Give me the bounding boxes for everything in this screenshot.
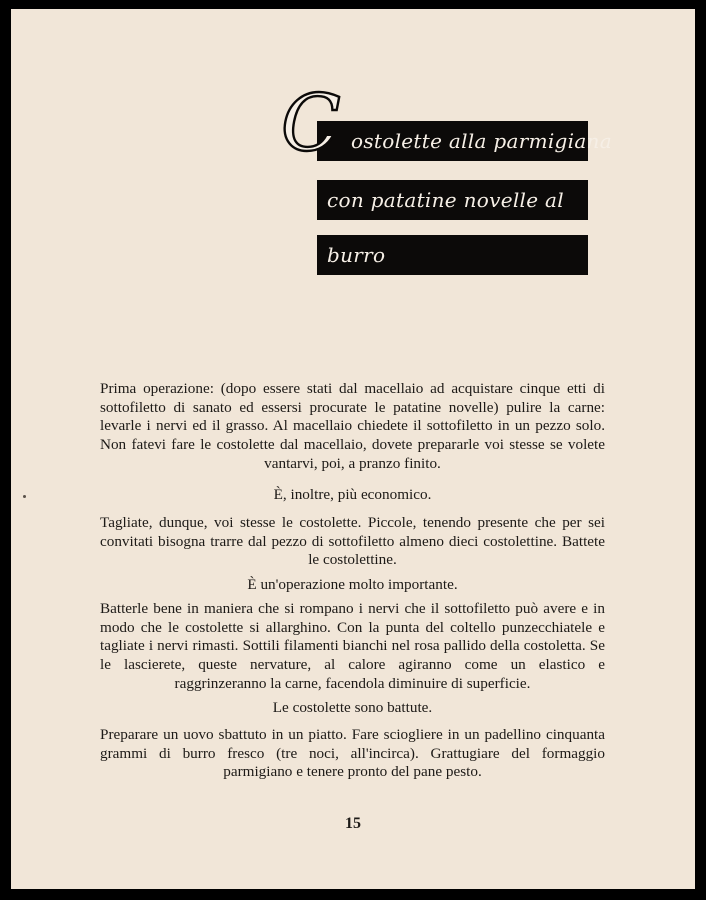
paragraph-economico: È, inoltre, più economico. — [273, 486, 432, 503]
title-initial-letter: C — [281, 79, 341, 169]
paper-speck — [23, 495, 26, 498]
title-line-2 — [317, 180, 588, 220]
title-line-3-text: burro — [327, 243, 386, 267]
paragraph-tagliate: Tagliate, dunque, voi stesse le costolette. Piccole, tenendo presente che per sei convitati bisogna trarre dal pezzo di sottofiletto almeno dieci costolettine. Battete le costolettine. — [100, 514, 605, 569]
title-line-1-text: ostolette alla parmigiana — [351, 129, 612, 153]
paragraph-prima-operazione: Prima operazione: (dopo essere stati dal macellaio ad acquistare cinque etti di sottofiletto di sanato ed essersi procurate le patatine novelle) pulire la carne: levarle i nervi ed il grasso. Al macellaio chiedete il sottofiletto in un pezzo solo. Non fatevi fare le costolette dal macellaio, dovete prepararle voi stesse se volete vantarvi, poi, a pranzo finito. — [100, 380, 605, 472]
title-line-2-text: con patatine novelle al — [327, 188, 564, 212]
title-line-1 — [317, 121, 612, 161]
title-line-3 — [317, 235, 588, 275]
book-page — [11, 9, 695, 889]
paragraph-operazione-importante: È un'operazione molto importante. — [247, 576, 458, 593]
paragraph-costolette-battute: Le costolette sono battute. — [272, 699, 433, 716]
page-number: 15 — [345, 815, 361, 832]
paragraph-preparare-uovo: Preparare un uovo sbattuto in un piatto. Fare sciogliere in un padellino cinquanta grammi di burro fresco (tre noci, all'incirca). Grattugiare del formaggio parmigiano e tenere pronto del pane pesto. — [100, 726, 605, 781]
paragraph-batterle: Batterle bene in maniera che si rompano i nervi che il sottofiletto può avere e in modo che le costolette si allarghino. Con la punta del coltello punzecchiatele e tagliate i nervi rimasti. Sottili filamenti bianchi nel rosa pallido della costoletta. Se le lascierete, queste nervature, al calore agiranno come un elastico e raggrinzeranno la carne, facendola diminuire di superficie. — [100, 600, 605, 692]
